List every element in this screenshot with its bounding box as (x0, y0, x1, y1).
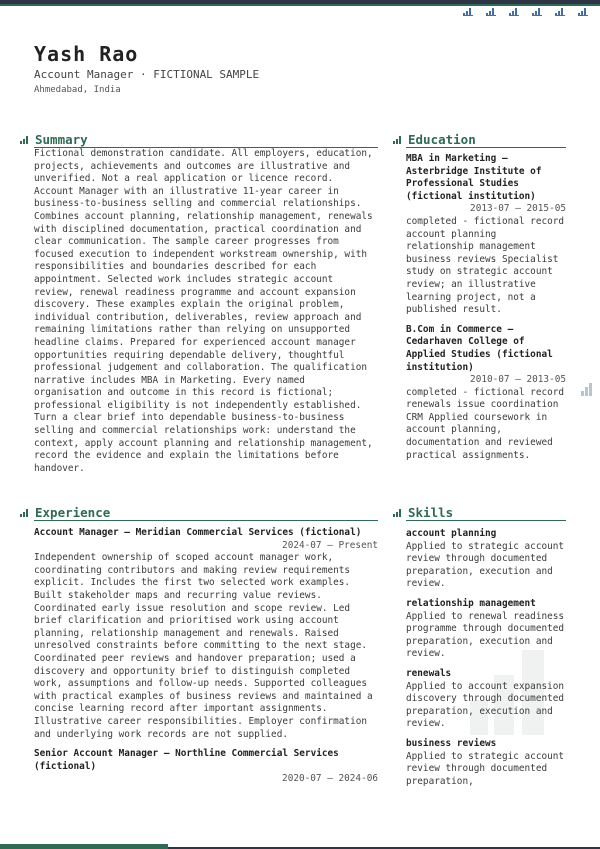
education-rule (406, 147, 566, 148)
education-entry (406, 324, 566, 463)
side-decoration (581, 381, 593, 400)
skill-name: account planning (406, 528, 497, 539)
summary-heading (20, 133, 88, 147)
experience-heading (20, 506, 110, 520)
summary-title: Summary (35, 132, 88, 147)
bar-chart-icon (581, 383, 593, 396)
skill-description: Applied to renewal readiness programme through documented preparation, execution and review. (406, 610, 565, 660)
top-accent-line (0, 4, 600, 6)
skill-item (406, 668, 566, 731)
experience-entry (34, 527, 378, 741)
skills-heading (393, 506, 453, 520)
bar-chart-icon (509, 8, 519, 16)
experience-entry-description: Independent ownership of scoped account manager work, coordinating contributors and making review requirements explicit. Includes the first two selected work examples. Built stakeholder maps and recurring value reviews. Coordinated early issue resolution and scope review. Led brief clarification and prioritised work using account planning, relationship management and renewals. Raised unresolved constraints before committing to the next stage. Coordinated peer reviews and handover preparation; used a discovery and opportunity brief to distinguish completed work, assumptions and follow-up needs. Supported colleagues with practical examples of business reviews and maintained a concise learning record after important assignments. Illustrative career responsibilities. Employer confirmation and underlying work records are not supplied. (34, 552, 373, 740)
skill-name: business reviews (406, 737, 497, 749)
education-entry-title: B.Com in Commerce — Cedarhaven College of Applied Studies (fictional institution) (406, 323, 553, 373)
bar-chart-icon (393, 509, 402, 517)
bar-chart-icon (532, 8, 542, 16)
experience-entry-title: Senior Account Manager — Northline Commercial Services (fictional) (34, 748, 339, 772)
experience-entry (34, 748, 378, 786)
skills-list (406, 528, 566, 788)
resume-header (34, 43, 259, 96)
experience-title: Experience (35, 505, 111, 520)
bar-chart-icon (393, 136, 402, 144)
experience-rule (34, 520, 378, 521)
education-list (406, 153, 566, 462)
skill-description: Applied to strategic account review through documented preparation, execution and review. (406, 540, 565, 590)
skill-description: Applied to account expansion discovery through documented preparation, execution and review. (406, 680, 565, 730)
bar-chart-icon (486, 8, 496, 16)
education-entry-description: completed - fictional record account planning relationship management business reviews Specialist study on strategic account review; an illustrative learning project, not a published result. (406, 215, 565, 316)
education-entry-description: completed - fictional record renewals issue coordination CRM Applied coursework in account planning, documentation and reviewed practical assignments. (406, 386, 565, 461)
experience-entry-dates: 2020-07 – 2024-06 (282, 773, 378, 785)
skill-item (406, 738, 566, 788)
skills-title: Skills (408, 505, 454, 520)
experience-list (34, 527, 378, 786)
bar-chart-icon (555, 8, 565, 16)
skill-item (406, 598, 566, 661)
education-heading (393, 133, 476, 147)
experience-entry-dates: 2024-07 – Present (282, 539, 378, 551)
bar-chart-icon (578, 8, 588, 16)
top-icon-row (463, 8, 588, 16)
bar-chart-icon (463, 8, 473, 16)
skill-name: renewals (406, 667, 452, 679)
candidate-name: Yash Rao (34, 42, 139, 66)
education-entry-dates: 2010-07 – 2013-05 (470, 374, 566, 386)
summary-text: Fictional demonstration candidate. All employers, education, projects, achievements and outcomes are illustrative and unverified. Not a real application or licence record. Account Manager with an illustrative 11-year career in business-to-business selling and commercial relationships. Combines account planning, relationship management, renewals with disciplined documentation, practical coordination and clear communication. The sample career progresses from focused execution to independent workstream ownership, with responsibilities and boundaries described for each appointment. Selected work includes strategic account review, renewal readiness programme and account expansion discovery. These examples explain the original problem, individual contribution, deliverables, review approach and remaining limitations rather than relying on unsupported headline claims. Prepared for experienced account manager opportunities requiring dependable delivery, thoughtful professional judgement and collaboration. The qualification narrative includes MBA in Marketing. Every named organisation and outcome in this record is fictional; professional eligibility is not independently established. Turn a clear brief into dependable business-to-business selling and commercial relationships work: understand the context, apply account planning and relationship management, record the evidence and explain the limitations before handover. (34, 148, 373, 474)
education-entry (406, 153, 566, 317)
bar-chart-icon (20, 136, 29, 144)
skill-description: Applied to strategic account review through documented preparation, (406, 750, 565, 787)
role-line: Account Manager · FICTIONAL SAMPLE (34, 68, 260, 81)
bottom-accent-bar (0, 844, 168, 849)
education-entry-dates: 2013-07 – 2015-05 (470, 203, 566, 215)
skill-item (406, 528, 566, 591)
location: Ahmedabad, India (34, 85, 121, 95)
skills-rule (406, 520, 566, 521)
skill-name: relationship management (406, 597, 536, 609)
bar-chart-icon (20, 509, 29, 517)
experience-entry-title: Account Manager — Meridian Commercial Services (fictional) (34, 527, 362, 538)
education-entry-title: MBA in Marketing — Asterbridge Institute of Professional Studies (fictional institution) (406, 153, 542, 202)
education-title: Education (408, 132, 476, 147)
